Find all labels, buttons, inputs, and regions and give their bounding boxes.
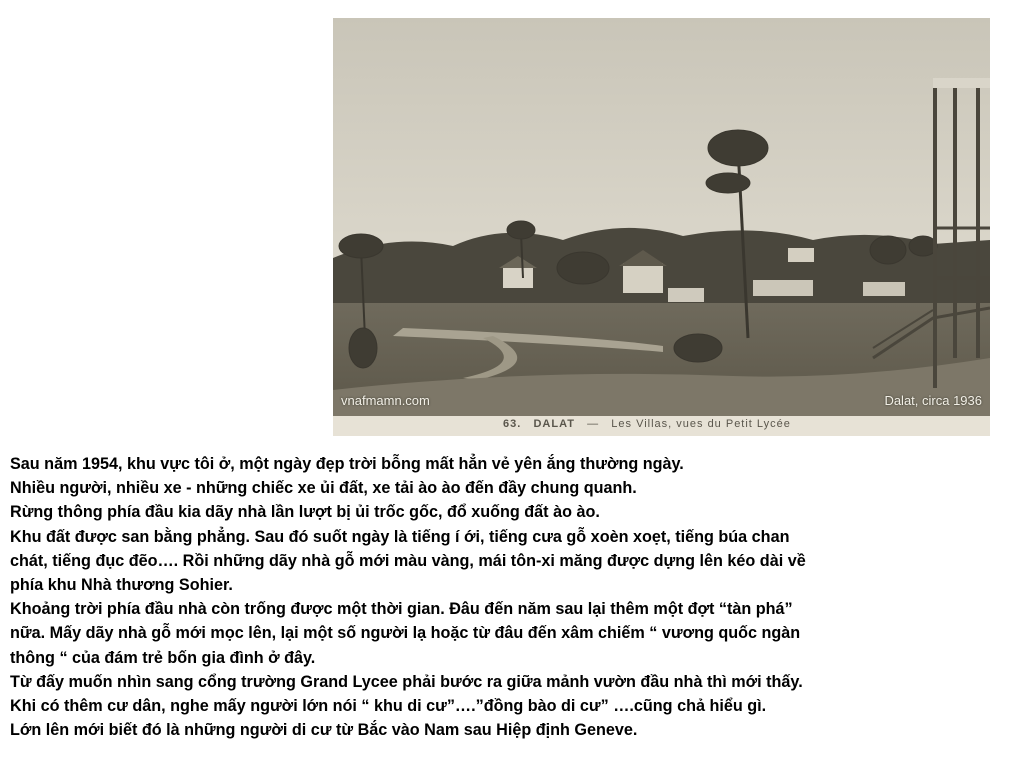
story-line: Sau năm 1954, khu vực tôi ở, một ngày đẹp trời bỗng mất hẳn vẻ yên ắng thường ngày.	[10, 455, 684, 473]
story-line: thông “ của đám trẻ bốn gia đình ở đây.	[10, 648, 316, 667]
photo-caption	[503, 418, 791, 430]
photo-caption-strip	[333, 416, 990, 436]
story-line: Lớn lên mới biết đó là những người di cư từ Bắc vào Nam sau Hiệp định Geneve.	[10, 721, 638, 740]
caption-text: Les Villas, vues du Petit Lycée	[611, 418, 791, 430]
story-line: phía khu Nhà thương Sohier.	[10, 576, 233, 595]
story-line: Khu đất được san bằng phẳng. Sau đó suốt ngày là tiếng í ới, tiếng cưa gỗ xoèn xoẹt, tiếng búa chan	[10, 527, 790, 546]
story-line: nữa. Mấy dãy nhà gỗ mới mọc lên, lại một số người lạ hoặc từ đâu đến xâm chiếm “ vương quốc ngàn	[10, 624, 801, 643]
caption-city: DALAT	[533, 418, 575, 430]
caption-separator: —	[587, 418, 600, 430]
story-line: chát, tiếng đục đẽo…. Rồi những dãy nhà gỗ mới màu vàng, mái tôn-xi măng được dựng lên kéo dài về	[10, 551, 806, 570]
story-line: Khoảng trời phía đầu nhà còn trống được một thời gian. Đâu đến năm sau lại thêm một đợt “tàn phá”	[10, 600, 793, 619]
photo-watermark-site: vnafmamn.com	[341, 393, 430, 408]
historical-photo	[333, 18, 990, 436]
story-line: Từ đấy muốn nhìn sang cổng trường Grand Lycee phải bước ra giữa mảnh vườn đầu nhà thì mới thấy.	[10, 672, 803, 691]
story-line: Khi có thêm cư dân, nghe mấy người lớn nói “ khu di cư”….”đồng bào di cư” ….cũng chả hiểu gì.	[10, 697, 767, 716]
photo-watermark-date: Dalat, circa 1936	[884, 393, 982, 408]
caption-number: 63.	[503, 418, 522, 430]
photo-scene	[333, 18, 990, 436]
story-line: Nhiều người, nhiều xe - những chiếc xe ủi đất, xe tải ào ào đến đầy chung quanh.	[10, 479, 637, 498]
story-line: Rừng thông phía đầu kia dãy nhà lần lượt bị ủi trốc gốc, đổ xuống đất ào ào.	[10, 503, 600, 522]
story-text	[10, 452, 1010, 742]
